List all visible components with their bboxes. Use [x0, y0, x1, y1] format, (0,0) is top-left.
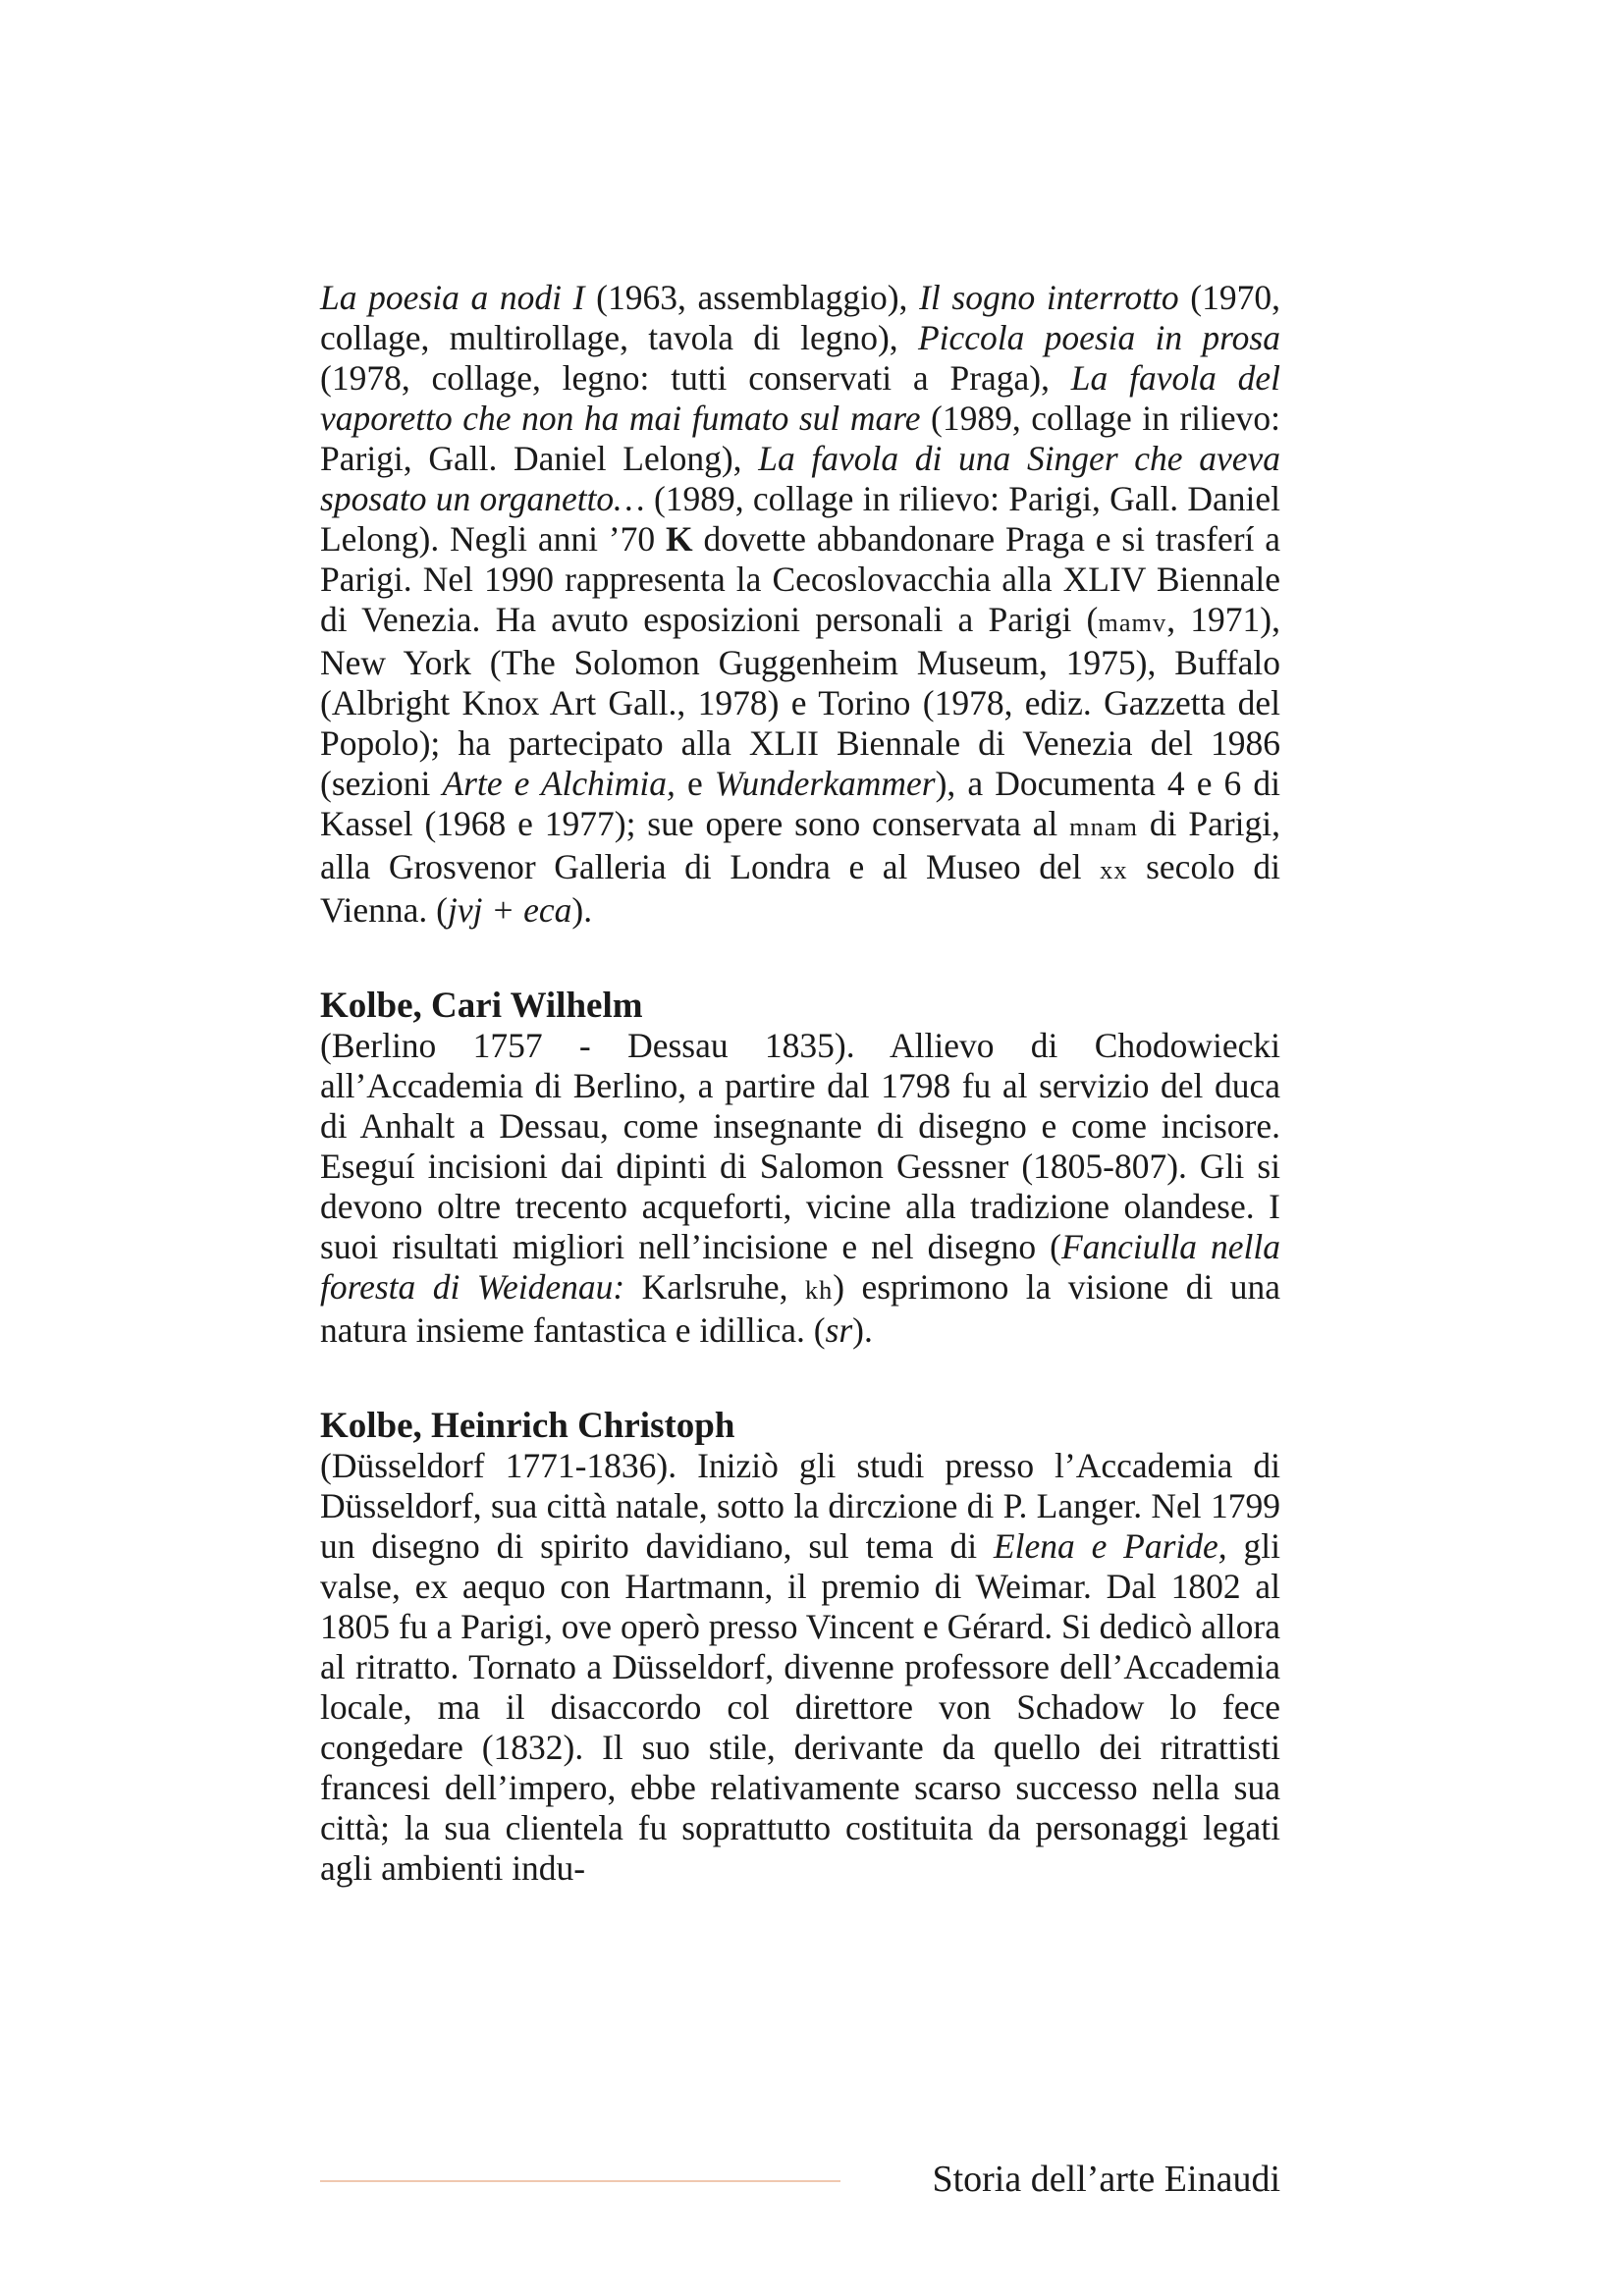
text-run: gli valse, ex aequo con Hartmann, il premio di Weimar. Dal 1802 al 1805 fu a Parigi, ove operò presso Vincent e Gérard. Si dedicò allora al ritratto. Tornato a Düsseldorf, divenne professore dell’Accademia locale, ma il disaccordo col direttore von Schadow lo fece congedare (1832). Il suo stile, derivante da quello dei ritrattisti francesi dell’impero, ebbe relativamente scarso successo nella sua città; la sua clientela fu soprattutto costituita da personaggi legati agli ambienti indu- [320, 1526, 1280, 1888]
italic-run: La favola del vaporetto che non ha mai fumato sul mare [320, 358, 1280, 438]
italic-run: Arte e Alchimia, [442, 764, 676, 803]
text-run: di Parigi, alla Grosvenor Galleria di Londra e al Museo del [320, 804, 1280, 886]
text-run: ) esprimono la visione di una natura insieme fantastica e idillica. ( [320, 1267, 1280, 1350]
italic-run: Elena e Paride, [993, 1526, 1227, 1566]
page-content [320, 278, 1280, 1889]
text-run: ). [571, 890, 593, 930]
entry-title: Kolbe, Cari Wilhelm [320, 986, 643, 1026]
text-run: (Düsseldorf 1771-1836). Iniziò gli studi presso l’Accademia di Düsseldorf, sua città natale, sotto la dirczione di P. Langer. Nel 1799 un disegno di spirito davidiano, sul tema di [320, 1446, 1280, 1566]
italic-run: Piccola poesia in prosa [917, 318, 1280, 357]
entry-kolbe-heinrich-christoph [320, 1406, 1280, 1889]
entry-kolbe-cari-wilhelm [320, 986, 1280, 1351]
text-run: (Berlino 1757 - Dessau 1835). Allievo di Chodowiecki all’Accademia di Berlino, a partire dal 1798 fu al servizio del duca di Anhalt a Dessau, come insegnante di disegno e come incisore. Eseguí incisioni dai dipinti di Salomon Gessner (1805-807). Gli si devono oltre trecento acqueforti, vicine alla tradizione olandese. I suoi risultati migliori nell’incisione e nel disegno ( [320, 1026, 1280, 1266]
italic-run: Fanciulla nella foresta di Weidenau: [320, 1227, 1280, 1307]
page-footer [320, 2156, 1280, 2203]
text-run: , 1971), New York (The Solomon Guggenheim Museum, 1975), Buffalo (Albright Knox Art Gall., 1978) e Torino (1978, ediz. Gazzetta del Popolo); ha partecipato alla XLII Biennale di Venezia del 1986 (sezioni [320, 600, 1280, 803]
italic-run: La favola di una Singer che aveva sposato un organetto… [320, 439, 1280, 518]
text-run: (1989, collage in rilievo: Parigi, Gall. Daniel Lelong), [320, 399, 1280, 478]
entry-paragraph [320, 1026, 1280, 1351]
text-run: (1970, collage, multirollage, tavola di legno), [320, 278, 1280, 357]
small-caps-run: xx [1100, 856, 1128, 884]
italic-run: La poesia a nodi I [320, 278, 585, 317]
text-run: Karlsruhe, [624, 1267, 805, 1307]
text-run: e [675, 764, 715, 803]
text-run: (1978, collage, legno: tutti conservati a Praga), [320, 358, 1071, 398]
text-run: secolo di Vienna. ( [320, 847, 1280, 930]
small-caps-run: mnam [1069, 813, 1139, 841]
text-run: (1989, collage in rilievo: Parigi, Gall. Daniel Lelong). Negli anni ’70 [320, 479, 1280, 559]
text-run: ), a Documenta 4 e 6 di Kassel (1968 e 1977); sue opere sono conservata al [320, 764, 1280, 843]
text-run: (1963, assemblaggio), [584, 278, 920, 317]
bold-run: K [666, 519, 693, 559]
entry-paragraph [320, 1446, 1280, 1889]
italic-run: jvj + eca [447, 890, 572, 930]
entry-continuation [320, 278, 1280, 931]
entry-title: Kolbe, Heinrich Christoph [320, 1406, 735, 1446]
text-run: ). [852, 1310, 873, 1350]
footer-rule [320, 2180, 840, 2182]
small-caps-run: mamv [1098, 609, 1167, 637]
footer-label: Storia dell’arte Einaudi [932, 2159, 1280, 2200]
small-caps-run: kh [804, 1276, 834, 1305]
italic-run: Il sogno interrotto [919, 278, 1179, 317]
text-run: dovette abbandonare Praga e si trasferí a Parigi. Nel 1990 rappresenta la Cecoslovacchia alla XLIV Biennale di Venezia. Ha avuto esposizioni personali a Parigi ( [320, 519, 1280, 639]
italic-run: Wunderkammer [714, 764, 936, 803]
italic-run: sr [825, 1310, 853, 1350]
entry-paragraph [320, 278, 1280, 931]
